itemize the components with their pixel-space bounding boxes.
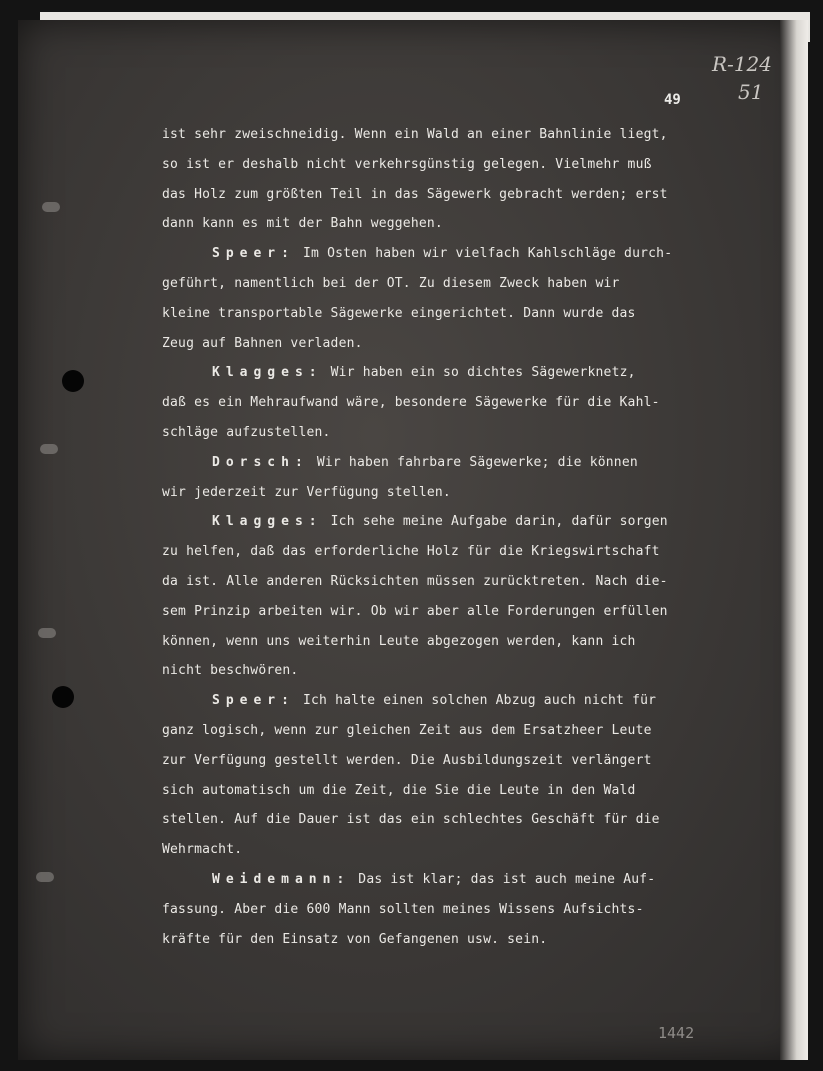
speaker-name: Klagges:	[212, 514, 323, 530]
text-line: das Holz zum größten Teil in das Sägewerk gebracht werden; erst	[162, 186, 668, 202]
paragraph-first-line	[162, 358, 722, 388]
punch-hole	[62, 370, 84, 392]
speech-text: Ich halte einen solchen Abzug auch nicht für	[294, 693, 657, 709]
document-body	[162, 120, 722, 954]
page-number: 49	[664, 92, 681, 108]
text-line: schläge aufzustellen.	[162, 424, 331, 440]
speech-text: Ich sehe meine Aufgabe darin, dafür sorgen	[322, 514, 668, 530]
text-line: ganz logisch, wenn zur gleichen Zeit aus dem Ersatzheer Leute	[162, 722, 652, 738]
text-line: Zeug auf Bahnen verladen.	[162, 335, 363, 351]
speech-text: Das ist klar; das ist auch meine Auf-	[350, 871, 656, 887]
page-edge	[780, 20, 808, 1060]
text-line: zur Verfügung gestellt werden. Die Ausbildungszeit verlängert	[162, 752, 652, 768]
punch-mark	[38, 628, 56, 638]
text-line: kleine transportable Sägewerke eingerichtet. Dann wurde das	[162, 305, 636, 321]
paragraph-first-line	[162, 448, 722, 478]
text-line: kräfte für den Einsatz von Gefangenen usw. sein.	[162, 931, 548, 947]
speech-text: Wir haben ein so dichtes Sägewerknetz,	[322, 365, 636, 381]
handwritten-folio-number: 51	[738, 80, 764, 104]
paragraph-first-line	[162, 239, 722, 269]
text-line: Wehrmacht.	[162, 842, 243, 858]
text-line: sich automatisch um die Zeit, die Sie die Leute in den Wald	[162, 782, 636, 798]
text-line: sem Prinzip arbeiten wir. Ob wir aber alle Forderungen erfüllen	[162, 603, 668, 619]
text-line: dann kann es mit der Bahn weggehen.	[162, 216, 443, 232]
speaker-name: Dorsch:	[212, 454, 309, 470]
paragraph-first-line	[162, 686, 722, 716]
punch-hole	[52, 686, 74, 708]
text-line: da ist. Alle anderen Rücksichten müssen zurücktreten. Nach die-	[162, 573, 668, 589]
text-line: wir jederzeit zur Verfügung stellen.	[162, 484, 451, 500]
punch-mark	[42, 202, 60, 212]
speaker-name: Speer:	[212, 693, 295, 709]
speaker-name: Klagges:	[212, 365, 323, 381]
text-line: so ist er deshalb nicht verkehrsgünstig gelegen. Vielmehr muß	[162, 156, 652, 172]
speaker-name: Speer:	[212, 246, 295, 262]
text-line: können, wenn uns weiterhin Leute abgezogen werden, kann ich	[162, 633, 636, 649]
punch-mark	[36, 872, 54, 882]
text-line: ist sehr zweischneidig. Wenn ein Wald an einer Bahnlinie liegt,	[162, 127, 668, 142]
paragraph-first-line	[162, 507, 722, 537]
speech-text: Wir haben fahrbare Sägewerke; die können	[308, 454, 638, 470]
footer-number: 1442	[658, 1024, 695, 1042]
punch-mark	[40, 444, 58, 454]
text-line: geführt, namentlich bei der OT. Zu diesem Zweck haben wir	[162, 275, 620, 291]
speaker-name: Weidemann:	[212, 871, 351, 887]
speech-text: Im Osten haben wir vielfach Kahlschläge durch-	[294, 246, 673, 262]
text-line: daß es ein Mehraufwand wäre, besondere Sägewerke für die Kahl-	[162, 395, 660, 411]
text-line: stellen. Auf die Dauer ist das ein schlechtes Geschäft für die	[162, 812, 660, 828]
text-line: nicht beschwören.	[162, 663, 299, 679]
text-line: zu helfen, daß das erforderliche Holz für die Kriegswirtschaft	[162, 544, 660, 560]
paragraph-first-line	[162, 865, 722, 895]
text-line: fassung. Aber die 600 Mann sollten meines Wissens Aufsichts-	[162, 901, 644, 917]
handwritten-archive-number: R-124	[712, 52, 772, 76]
